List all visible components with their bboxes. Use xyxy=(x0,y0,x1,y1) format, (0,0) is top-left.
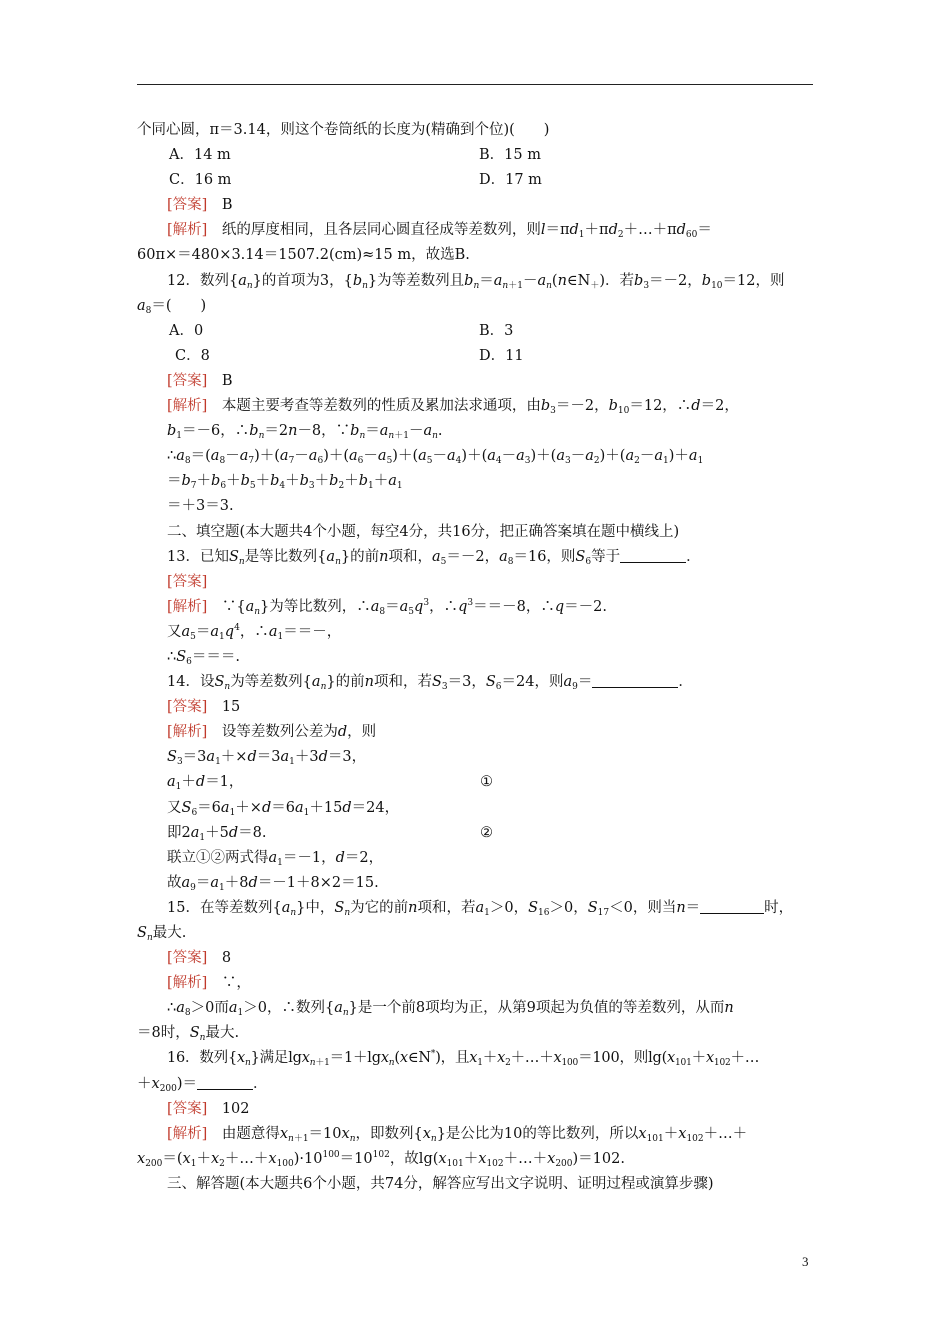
q13-answer-blank[interactable] xyxy=(620,546,686,563)
q12-option-b: B．3 xyxy=(479,322,514,339)
q15-stem: 15．在等差数列$\{a_n\}$中，$S_n$为它的前n项和，若$a_1>0$，$S_{16}>0$，$S_{17}<0$，则当n＝ 时， xyxy=(137,896,817,921)
q15-answer: [答案] 8 xyxy=(167,950,232,967)
q11-option-b: B．15 m xyxy=(479,147,541,164)
equation-marker-2: ② xyxy=(480,824,493,841)
q12-stem-cont: $a_8=$( ) xyxy=(137,297,207,316)
q14-explanation-3: $a_1+d=1$， ① xyxy=(137,770,817,795)
document-body xyxy=(137,118,817,1197)
q15-explanation-2: $\therefore a_8>0$而$a_1>0$，∴数列$\{a_n\}$是一个前8项均为正，从第9项起为负值的等差数列，从而n xyxy=(167,1000,734,1019)
q14-explanation-4: 又$S_6=6a_1+\times d=6a_1+15d=24$， xyxy=(167,799,400,818)
q14-explanation-7: 故$a_9=a_1+8d=-1+8\times 2=15$. xyxy=(167,874,379,893)
q11-options-cd xyxy=(137,168,817,193)
q11-answer: [答案] B xyxy=(167,197,233,214)
q11-option-a: A．14 m xyxy=(169,147,231,164)
q12-option-c: C．8 xyxy=(175,347,210,364)
q14-stem: 14．设$S_n$为等差数列$\{a_n\}$的前n项和，若$S_3=3$，$S_6=24$，则$a_9=$ ． xyxy=(137,670,817,695)
q11-explanation-cont: 60π×＝480×3.14＝1507.2(cm)≈15 m，故选B. xyxy=(137,247,470,264)
q12-options-ab xyxy=(137,319,817,344)
q13-explanation: [解析] $\because\{a_n\}$为等比数列，$\therefore a_8=a_5q^3$，$\therefore q^3==-8$，∴q＝－2. xyxy=(167,597,607,617)
q15-stem-cont: $S_n$最大. xyxy=(137,925,187,943)
q14-explanation-5: 即$2a_1+5d=8$. ② xyxy=(137,821,817,846)
q12-option-d: D．11 xyxy=(479,347,524,364)
q14-explanation-6: 联立①②两式得$a_1=-1$，d＝2， xyxy=(167,849,384,868)
q15-explanation: [解析] ∵， xyxy=(167,975,251,992)
q14-answer: [答案] 15 xyxy=(167,699,241,716)
q11-options-ab xyxy=(137,143,817,168)
q12-stem: 12．数列$\{a_n\}$的首项为3，$\{b_n\}$为等差数列且$b_n=a_{n+1}-a_n(n\in N_+)$．若$b_3=-2$，$b_{10}=12$，则 xyxy=(167,272,785,291)
q12-explanation-2: $b_1=-6$，$\therefore b_n=2n-8$，$\because b_n=a_{n+1}-a_n$. xyxy=(167,423,443,442)
q11-explanation: [解析] 纸的厚度相同，且各层同心圆直径成等差数列，则$l=\pi d_1+\pi d_2+\dots+\pi d_{60}=$ xyxy=(167,222,712,241)
q12-options-cd xyxy=(137,344,817,369)
q14-answer-blank[interactable] xyxy=(592,671,678,688)
q15-explanation-3: ＝8时，$S_n$最大. xyxy=(137,1025,240,1044)
header-rule xyxy=(137,84,813,85)
q15-answer-blank[interactable] xyxy=(700,897,764,914)
q16-answer-blank[interactable] xyxy=(197,1073,253,1090)
q12-explanation-4: $=b_7+b_6+b_5+b_4+b_3+b_2+b_1+a_1$ xyxy=(167,473,403,492)
q16-stem: 16．数列$\{x_n\}$满足lgx$_{n+1}$＝1＋lgx$_n$(x∈N*)，且$x_1+x_2+\dots+x_{100}=100$，则$\lg(x_{101}+x_{102}+\dots$ xyxy=(167,1049,760,1069)
q12-answer: [答案] B xyxy=(167,372,233,389)
page-number: 3 xyxy=(802,1254,809,1269)
q14-explanation-2: $S_3=3a_1+\times d=3a_1+3d=3$， xyxy=(167,749,367,768)
q13-explanation-2: 又$a_5=a_1q^4$，$\therefore a_1==-$， xyxy=(167,622,342,642)
q12-explanation-3: $\therefore a_8=(a_8-a_7)+(a_7-a_6)+(a_6-a_5)+(a_5-a_4)+(a_4-a_3)+(a_3-a_2)+(a_2-a_1)+a_1$ xyxy=(167,448,704,467)
q16-stem-cont: $+x_{200})=$ ． xyxy=(137,1072,817,1097)
q14-explanation: [解析] 设等差数列公差为d，则 xyxy=(167,724,377,741)
q12-option-a: A．0 xyxy=(169,322,204,339)
equation-marker-1: ① xyxy=(480,774,493,791)
q13-answer: [答案] xyxy=(167,573,208,590)
q16-answer: [答案] 102 xyxy=(167,1100,250,1117)
q16-explanation-2: $x_{200}=(x_1+x_2+\dots+x_{100})\cdot 10^{100}=10^{102}$，故$\lg(x_{101}+x_{102}+\dots+x_{200})=102$. xyxy=(137,1149,625,1169)
q13-stem: 13．已知$S_n$是等比数列$\{a_n\}$的前n项和，$a_5=-2$，$a_8=16$，则$S_6$等于 ． xyxy=(137,545,817,570)
q12-explanation-5: ＝＋3＝3. xyxy=(167,498,234,515)
section-2-heading: 二、填空题(本大题共4个小题，每空4分，共16分，把正确答案填在题中横线上) xyxy=(167,523,680,540)
q13-explanation-3: $\therefore S_6===$. xyxy=(167,648,241,667)
q16-explanation: [解析] 由题意得$x_{n+1}=10x_n$，即数列$\{x_n\}$是公比为10的等比数列，所以$x_{101}+x_{102}+\dots+$ xyxy=(167,1125,748,1144)
q11-option-d: D．17 m xyxy=(479,172,542,189)
q12-explanation: [解析] 本题主要考查等差数列的性质及累加法求通项，由$b_3=-2$，$b_{10}=12$，∴d＝2， xyxy=(167,398,739,417)
q11-option-c: C．16 m xyxy=(169,172,232,189)
q11-stem: 个同心圆，π＝3.14，则这个卷筒纸的长度为(精确到个位)( ) xyxy=(137,122,550,138)
section-3-heading: 三、解答题(本大题共6个小题，共74分，解答应写出文字说明、证明过程或演算步骤) xyxy=(167,1175,714,1192)
